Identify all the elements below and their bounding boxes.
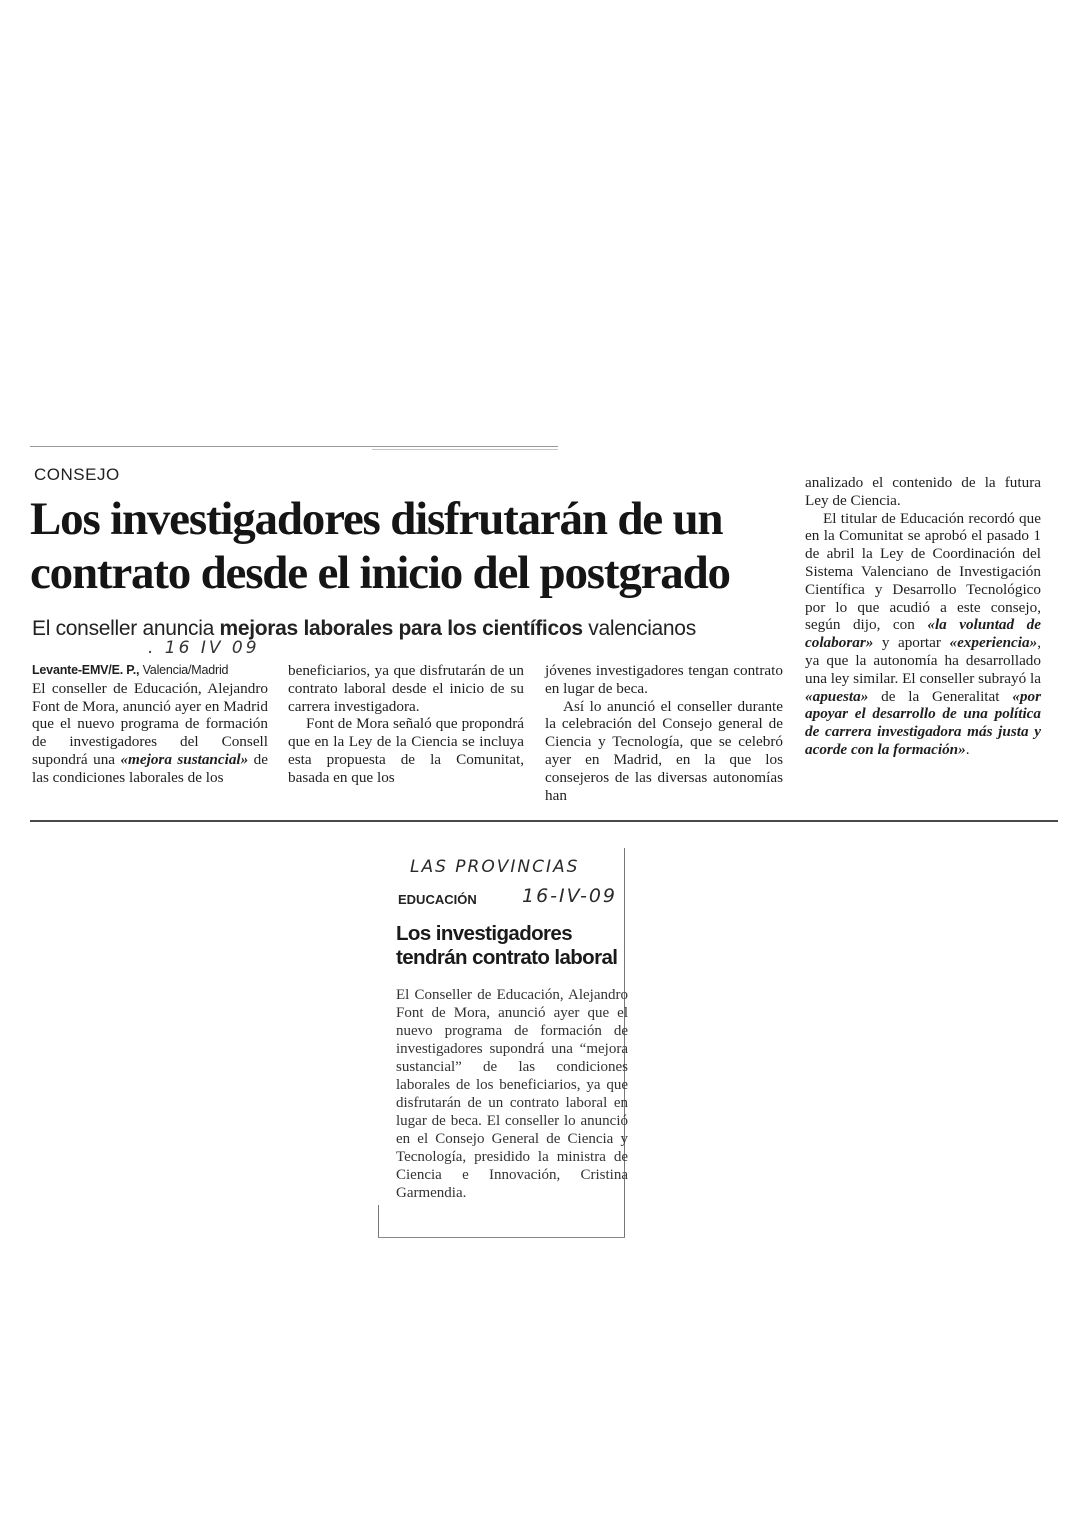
subheadline [32,617,792,641]
column-1-text [32,680,268,787]
quote-politica: «por apoyar el desarrollo de una política de carrera investigadora más justa y acorde con la formación» [805,687,1041,758]
quote-apuesta: «apuesta» [805,687,869,705]
column-2-paragraph-2: Font de Mora señaló que propondrá que en la Ley de la Ciencia se incluya esta propuesta de la Comunitat, basada en que los [288,715,524,786]
col4-text-a: El titular de Educación recordó que en la Comunitat se aprobó el pasado 1 de abril la Ley de Coordinación del Sistema Valenciano de Investigación Científica y Desarrollo Tecnológico por lo que acudió a este consejo, según dijo, con [805,509,1041,634]
section-label: CONSEJO [34,465,120,484]
col1-text-b: de las condiciones laborales de los [32,750,268,786]
top-divider-secondary [372,449,558,450]
clipping-2-section-label: EDUCACIÓN [398,892,477,907]
col4-text-b: y aportar [873,634,950,652]
top-divider [30,446,558,447]
quote-mejora-sustancial: «mejora sustancial» [120,750,249,768]
article-column-2 [288,662,524,787]
col4-text-e: . [965,740,970,758]
byline-place: Valencia/Madrid [139,663,229,677]
column-4-paragraph-2 [805,510,1041,759]
column-3-paragraph-1: jóvenes investigadores tengan contrato en lugar de beca. [545,662,783,697]
quote-experiencia: «experiencia» [949,634,1038,652]
col4-text-c: , ya que la autonomía ha desarrollado una ley similar. El conseller subrayó la [805,634,1041,687]
headline: Los investigadores disfrutarán de un contrato desde el inicio del postgrado [30,493,730,599]
column-4-paragraph-1: analizado el contenido de la futura Ley de Ciencia. [805,474,1041,509]
subheadline-lead: El conseller anuncia [32,617,220,640]
handwritten-date-2: 16-IV-09 [522,885,618,907]
article-column-3 [545,662,783,804]
clipping-2-body: El Conseller de Educación, Alejandro Font de Mora, anunció ayer que el nuevo programa de formación de investigadores supondrá una “mejora sustancial” de las condiciones laborales de los beneficiarios, ya que disfrutarán de un contrato laboral en lugar de beca. El conseller lo anunció en el Consejo General de Ciencia y Tecnología, presidido la ministra de Ciencia e Innovación, Cristina Garmendia. [396,987,628,1201]
article-column-1 [32,662,268,787]
byline-source: Levante-EMV/E. P., [32,663,140,677]
article-column-4 [805,474,1041,759]
subheadline-tail: valencianos [582,617,696,640]
handwritten-source: LAS PROVINCIAS [410,857,580,877]
col4-text-d: de la Generalitat [868,687,1013,705]
column-2-paragraph-1: beneficiarios, ya que disfrutarán de un contrato laboral desde el inicio de su carrera investigadora. [288,662,524,715]
quote-voluntad: «la voluntad de colaborar» [805,616,1041,652]
clipping-2-border-left [378,1205,379,1237]
handwritten-date: . 16 IV 09 [148,638,260,658]
clipping-2-headline: Los investigadores tendrán contrato laboral [396,922,618,969]
byline [32,662,268,680]
col1-text-a: El conseller de Educación, Alejandro Font de Mora, anunció ayer en Madrid que el nuevo programa de formación de investigadores del Consell supondrá una [32,679,268,768]
column-3-paragraph-2: Así lo anunció el conseller durante la celebración del Consejo general de Ciencia y Tecnología, que se celebró ayer en Madrid, en la que los consejeros de las diversas autonomías han [545,697,783,804]
clipping-2-border-bottom [378,1237,625,1238]
subheadline-emphasis: mejoras laborales para los científicos [219,617,583,640]
bottom-divider [30,820,1058,822]
